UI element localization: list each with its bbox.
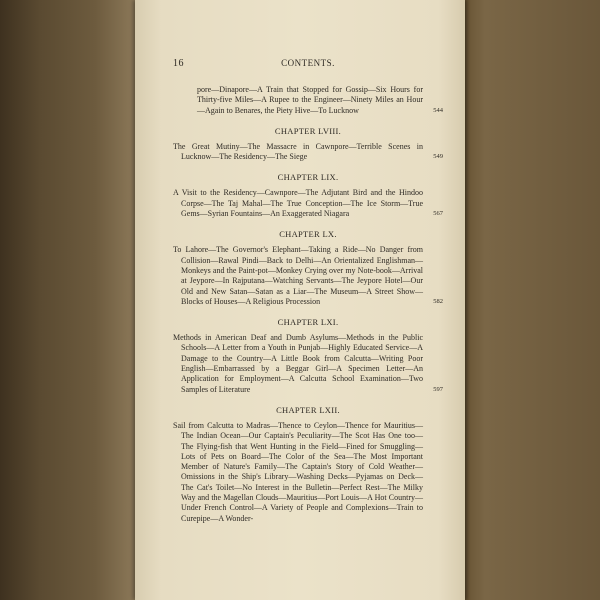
toc-entry <box>173 85 443 116</box>
entry-page-number: 567 <box>433 210 443 218</box>
toc-entry <box>173 333 443 395</box>
entry-summary: The Great Mutiny—The Massacre in Cawnpore—Terrible Scenes in Lucknow—The Residency—The Siege <box>173 141 423 162</box>
entry-summary: Methods in American Deaf and Dumb Asylums—Methods in the Public Schools—A Letter from a Youth in Punjab—Highly Educated Service—A Damage to the Country—A Little Book from Calcutta—Writing Poor English—Embarrassed by a Beggar Girl—A Specimen Letter—An Application for Employment—A Calcutta School Examination—Two Samples of Literature <box>173 333 423 394</box>
chapter-heading: CHAPTER LXI. <box>277 317 339 328</box>
entry-page-number: 549 <box>433 153 443 161</box>
toc-entry <box>173 421 443 524</box>
entry-page-number: 582 <box>433 297 443 305</box>
page-number: 16 <box>173 58 184 69</box>
page-header <box>173 56 443 70</box>
chapter-heading: CHAPTER LIX. <box>277 172 339 183</box>
book-page <box>135 0 465 600</box>
facing-page-edge <box>465 0 600 600</box>
chapter-heading: CHAPTER LXII. <box>276 404 340 415</box>
running-title: CONTENTS. <box>281 58 335 68</box>
chapter-heading: CHAPTER LVIII. <box>274 125 342 136</box>
toc-entry <box>173 245 443 307</box>
contents-block <box>173 56 443 524</box>
entry-page-number: 544 <box>433 106 443 114</box>
entry-summary: A Visit to the Residency—Cawnpore—The Adjutant Bird and the Hindoo Corpse—The Taj Mahal—The True Conception—The Ice Storm—True Gems—Syrian Fountains—An Exaggerated Niagara <box>173 188 423 219</box>
entry-summary: To Lahore—The Governor's Elephant—Taking a Ride—No Danger from Collision—Rawal Pindi—Back to Delhi—An Orientalized Englishman—Monkeys and the Paint-pot—Monkey Crying over my Note-book—Arrival at Jeypore—In Rajputana—Watching Servants—The Jeypore Hotel—Our Old and New Satan—Satan as a Liar—The Museum—A Street Show—Blocks of Houses—A Religious Procession <box>173 245 423 306</box>
entry-page-number: 597 <box>433 385 443 393</box>
entry-summary: pore—Dinapore—A Train that Stopped for Gossip—Six Hours for Thirty-five Miles—A Rupee to the Engineer—Ninety Miles an Hour—Again to Benares, the Piety Hive—To Lucknow <box>197 85 423 115</box>
entry-summary: Sail from Calcutta to Madras—Thence to Ceylon—Thence for Mauritius—The Indian Ocean—Our Captain's Peculiarity—The Scot Has One too—The Flying-fish that Went Hunting in the Field—Fined for Smuggling—Lots of Pets on Board—The Color of the Sea—The Most Important Member of Nature's Family—The Captain's Story of Cold Weather—Omissions in the Ship's Library—Washing Decks—Pyjamas on Deck—The Cat's Toilet—No Interest in the Bulletin—Perfect Rest—The Milky Way and the Magellan Clouds—Mauritius—Port Louis—A Hot Country—Under French Control—A Variety of People and Complexions—Train to Curepipe—A Wonder- <box>173 420 423 523</box>
chapter-heading: CHAPTER LX. <box>279 229 337 240</box>
toc-entry <box>173 142 443 163</box>
toc-entry <box>173 188 443 219</box>
